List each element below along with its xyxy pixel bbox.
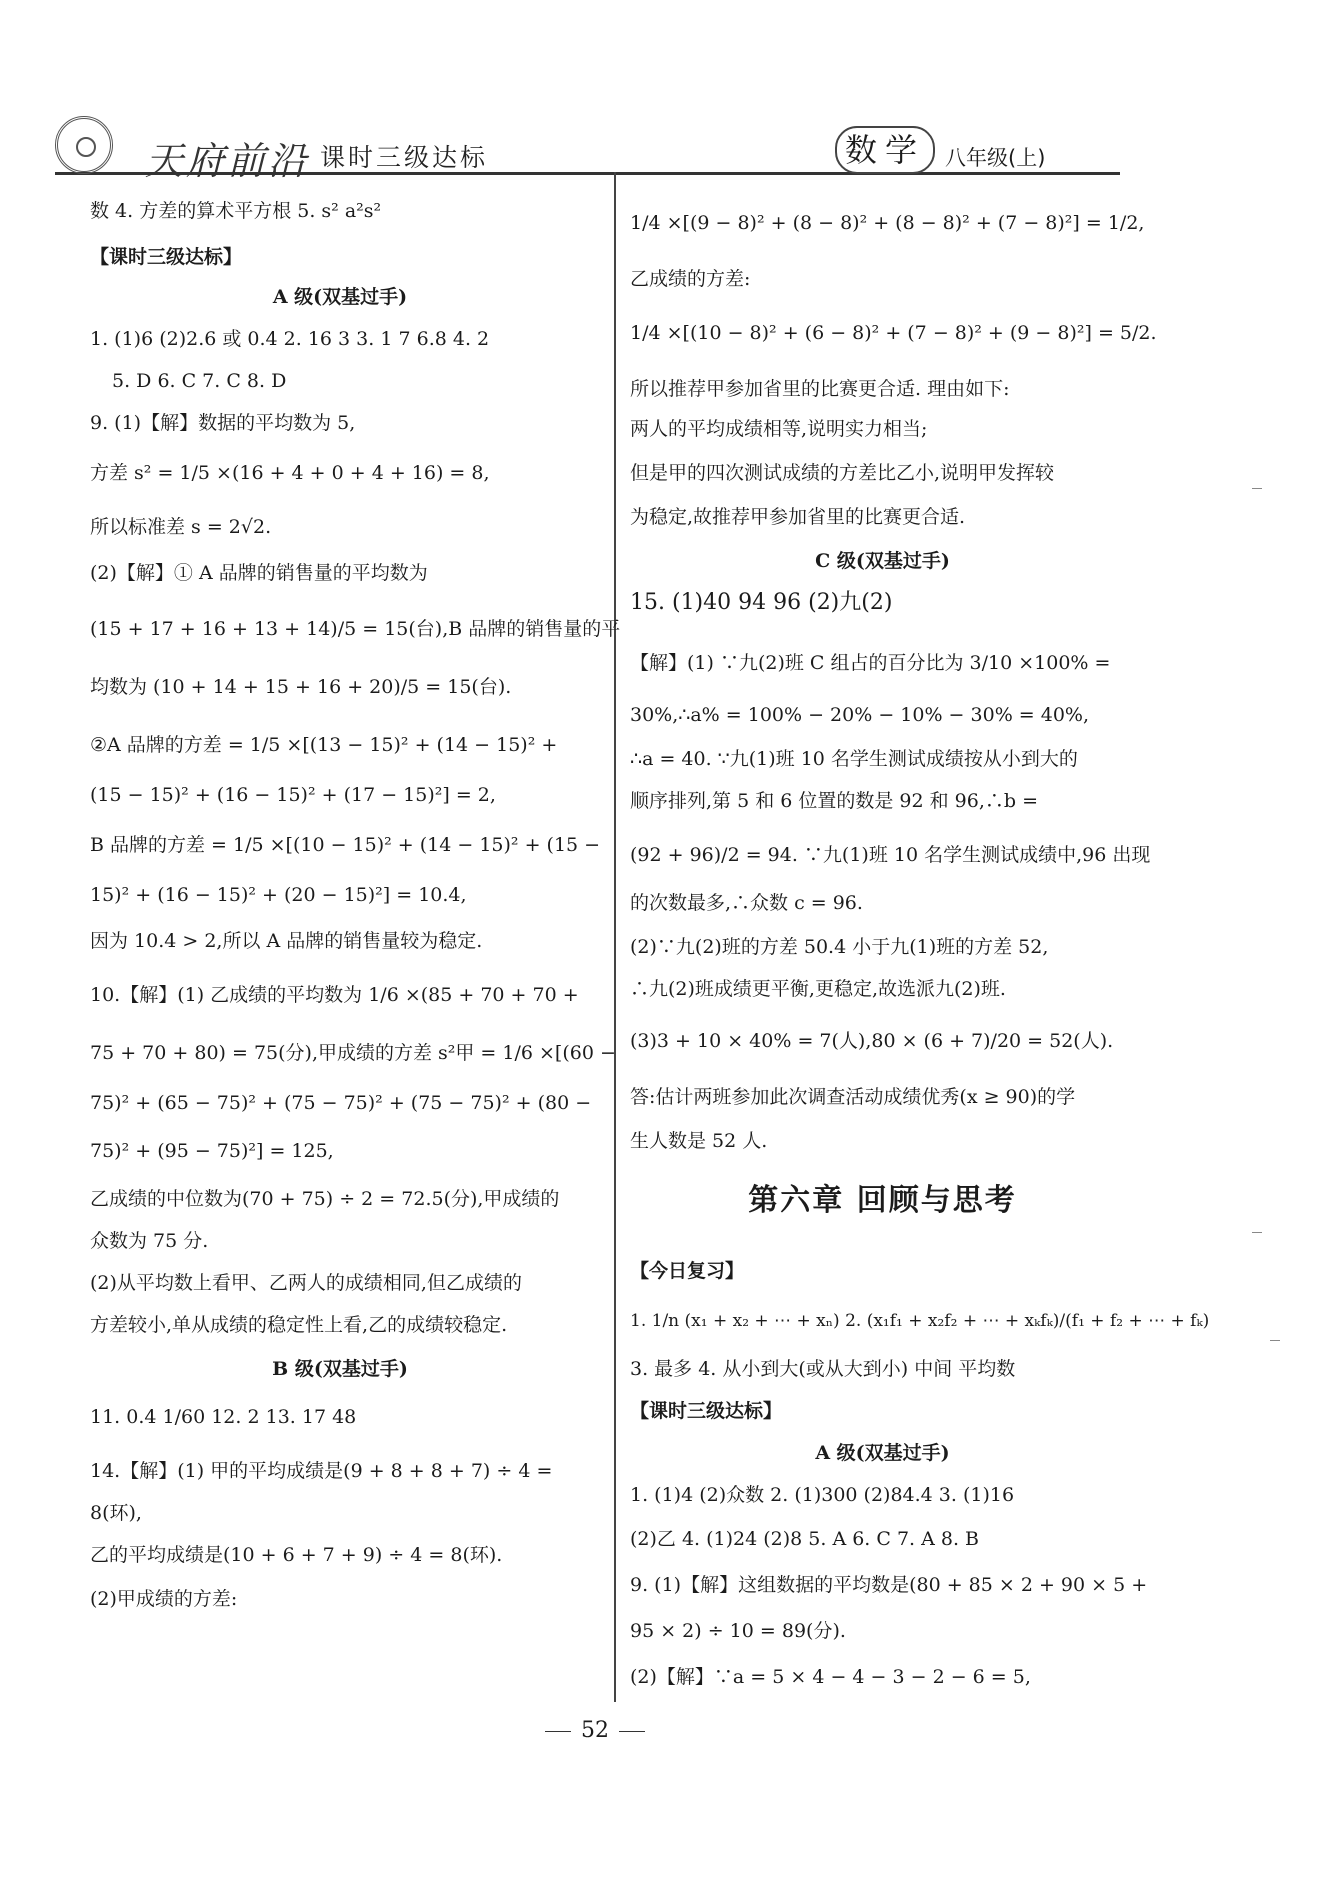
text-line: 但是甲的四次测试成绩的方差比乙小,说明甲发挥较	[630, 462, 1055, 484]
section-heading: 【今日复习】	[630, 1260, 745, 1282]
scan-mark	[1270, 1340, 1280, 1341]
text-line: 两人的平均成绩相等,说明实力相当;	[630, 418, 928, 440]
scan-mark	[1252, 1232, 1262, 1233]
page-header	[55, 112, 1120, 183]
level-heading: A 级(双基过手)	[815, 1442, 950, 1464]
text-line: 9. (1)【解】这组数据的平均数是(80 + 85 × 2 + 90 × 5 +	[630, 1574, 1148, 1596]
text-line: (3)3 + 10 × 40% = 7(人),80 × (6 + 7)/20 = 52(人).	[630, 1030, 1114, 1052]
text-line: 3. 最多 4. 从小到大(或从大到小) 中间 平均数	[630, 1358, 1016, 1380]
text-line: 因为 10.4 > 2,所以 A 品牌的销售量较为稳定.	[90, 930, 483, 952]
text-line: (15 + 17 + 16 + 13 + 14)/5 = 15(台),B 品牌的销售量的平	[90, 618, 621, 640]
text-line: ②A 品牌的方差 = 1/5 ×[(13 − 15)² + (14 − 15)² +	[90, 734, 558, 756]
text-line: 顺序排列,第 5 和 6 位置的数是 92 和 96,∴b =	[630, 790, 1039, 812]
level-heading: C 级(双基过手)	[815, 550, 950, 572]
text-line: 15. (1)40 94 96 (2)九(2)	[630, 590, 893, 615]
text-line: 乙的平均成绩是(10 + 6 + 7 + 9) ÷ 4 = 8(环).	[90, 1544, 503, 1566]
section-heading: 【课时三级达标】	[90, 246, 243, 268]
chapter-title: 第六章 回顾与思考	[748, 1183, 1017, 1218]
text-line: 所以推荐甲参加省里的比赛更合适. 理由如下:	[630, 378, 1010, 400]
text-line: 1. 1/n (x₁ + x₂ + ⋯ + xₙ) 2. (x₁f₁ + x₂f₂ + ⋯ + xₖfₖ)/(f₁ + f₂ + ⋯ + fₖ)	[630, 1311, 1210, 1331]
level-heading: A 级(双基过手)	[272, 286, 408, 308]
text-line: 为稳定,故推荐甲参加省里的比赛更合适.	[630, 506, 966, 528]
level-heading: B 级(双基过手)	[272, 1358, 408, 1380]
text-line: 乙成绩的中位数为(70 + 75) ÷ 2 = 72.5(分),甲成绩的	[90, 1188, 560, 1210]
text-line: 75)² + (65 − 75)² + (75 − 75)² + (75 − 75)² + (80 −	[90, 1092, 592, 1114]
text-line: ∴a = 40. ∵九(1)班 10 名学生测试成绩按从小到大的	[630, 748, 1078, 770]
text-line: 15)² + (16 − 15)² + (20 − 15)²] = 10.4,	[90, 884, 467, 906]
text-line: (2)乙 4. (1)24 (2)8 5. A 6. C 7. A 8. B	[630, 1528, 980, 1550]
text-line: 1. (1)4 (2)众数 2. (1)300 (2)84.4 3. (1)16	[630, 1484, 1015, 1506]
text-line: 均数为 (10 + 14 + 15 + 16 + 20)/5 = 15(台).	[90, 676, 512, 698]
text-line: 10.【解】(1) 乙成绩的平均数为 1/6 ×(85 + 70 + 70 +	[90, 984, 579, 1006]
series-title: 课时三级达标	[320, 143, 489, 172]
text-line: 14.【解】(1) 甲的平均成绩是(9 + 8 + 8 + 7) ÷ 4 =	[90, 1460, 553, 1482]
text-line: 75)² + (95 − 75)²] = 125,	[90, 1140, 334, 1162]
text-line: 75 + 70 + 80) = 75(分),甲成绩的方差 s²甲 = 1/6 ×[(60 −	[90, 1042, 616, 1064]
text-line: 95 × 2) ÷ 10 = 89(分).	[630, 1620, 846, 1642]
scan-mark	[1252, 488, 1262, 489]
text-line: 9. (1)【解】数据的平均数为 5,	[90, 412, 356, 434]
text-line: (2)从平均数上看甲、乙两人的成绩相同,但乙成绩的	[90, 1272, 522, 1294]
text-line: (2)甲成绩的方差:	[90, 1588, 238, 1610]
text-line: 生人数是 52 人.	[630, 1130, 768, 1152]
text-line: 数 4. 方差的算术平方根 5. s² a²s²	[90, 200, 382, 222]
brand-title: 天府前沿	[145, 139, 310, 183]
text-line: 5. D 6. C 7. C 8. D	[112, 370, 287, 392]
text-line: 1/4 ×[(10 − 8)² + (6 − 8)² + (7 − 8)² + (9 − 8)²] = 5/2.	[630, 322, 1157, 344]
text-line: 方差 s² = 1/5 ×(16 + 4 + 0 + 4 + 16) = 8,	[90, 462, 490, 484]
text-line: 所以标准差 s = 2√2.	[90, 516, 272, 538]
text-line: 答:估计两班参加此次调查活动成绩优秀(x ≥ 90)的学	[630, 1086, 1076, 1108]
text-line: 【解】(1) ∵九(2)班 C 组占的百分比为 3/10 ×100% =	[630, 652, 1111, 674]
text-line: 方差较小,单从成绩的稳定性上看,乙的成绩较稳定.	[90, 1314, 508, 1336]
text-line: (2)【解】∵a = 5 × 4 − 4 − 3 − 2 − 6 = 5,	[630, 1666, 1031, 1688]
text-line: 的次数最多,∴众数 c = 96.	[630, 892, 863, 914]
text-line: B 品牌的方差 = 1/5 ×[(10 − 15)² + (14 − 15)² + (15 −	[90, 834, 601, 856]
section-heading: 【课时三级达标】	[630, 1400, 783, 1422]
subject-badge: 数学	[835, 126, 935, 174]
text-line: 30%,∴a% = 100% − 20% − 10% − 30% = 40%,	[630, 704, 1090, 726]
text-line: 1/4 ×[(9 − 8)² + (8 − 8)² + (8 − 8)² + (7 − 8)²] = 1/2,	[630, 212, 1145, 234]
text-line: (15 − 15)² + (16 − 15)² + (17 − 15)²] = 2,	[90, 784, 496, 806]
page-number: 52	[530, 1718, 660, 1743]
text-line: ∴九(2)班成绩更平衡,更稳定,故选派九(2)班.	[630, 978, 1006, 1000]
text-line: (2)∵九(2)班的方差 50.4 小于九(1)班的方差 52,	[630, 936, 1049, 958]
column-divider	[614, 172, 616, 1702]
target-logo-icon	[55, 116, 113, 174]
text-line: (2)【解】① A 品牌的销售量的平均数为	[90, 562, 428, 584]
grade-label: 八年级(上)	[945, 146, 1046, 170]
text-line: 众数为 75 分.	[90, 1230, 209, 1252]
text-line: 1. (1)6 (2)2.6 或 0.4 2. 16 3 3. 1 7 6.8 4. 2	[90, 328, 490, 350]
text-line: 11. 0.4 1/60 12. 2 13. 17 48	[90, 1406, 357, 1428]
text-line: 乙成绩的方差:	[630, 268, 751, 290]
text-line: 8(环),	[90, 1502, 142, 1524]
text-line: (92 + 96)/2 = 94. ∵九(1)班 10 名学生测试成绩中,96 出现	[630, 844, 1151, 866]
